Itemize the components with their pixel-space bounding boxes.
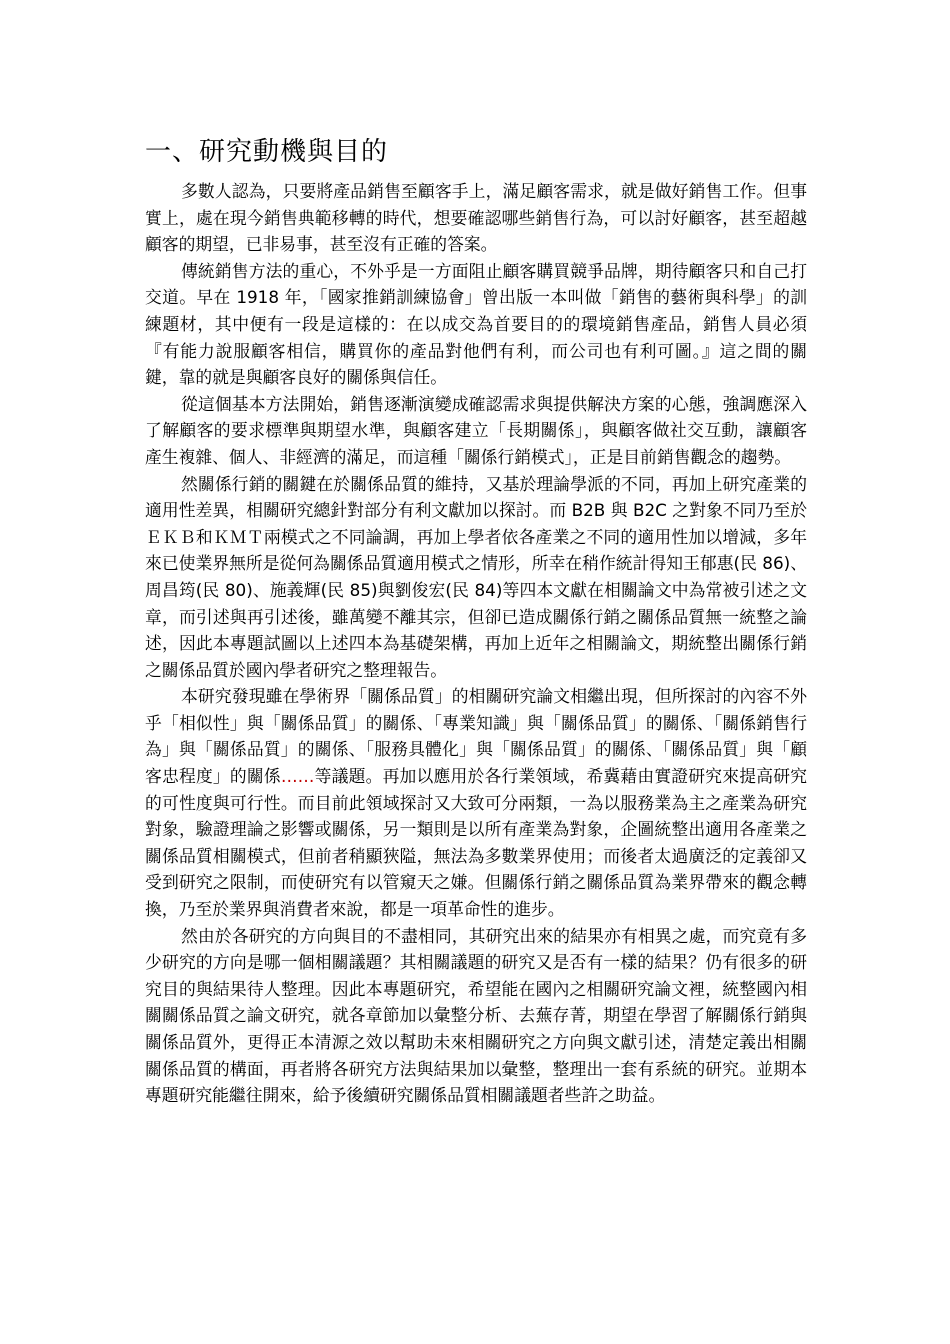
document-page <box>145 132 807 1109</box>
paragraph-5-text-before: 本研究發現雖在學術界「關係品質」的相關研究論文相繼出現，但所探討的內容不外乎「相似性」與「關係品質」的關係、「專業知識」與「關係品質」的關係、「關係銷售行為」與「關係品質」的關係、「服務具體化」與「關係品質」的關係、「關係品質」與「顧客忠程度」的關係 <box>145 686 807 787</box>
section-heading: 一、研究動機與目的 <box>145 137 389 167</box>
paragraph-6: 然由於各研究的方向與目的不盡相同，其研究出來的結果亦有相異之處，而究竟有多少研究的方向是哪一個相關議題？其相關議題的研究又是否有一樣的結果？仍有很多的研究目的與結果待人整理。因此本專題研究，希望能在國內之相關研究論文裡，統整國內相關關係品質之論文研究，就各章節加以彙整分析、去蕪存菁，期望在學習了解關係行銷與關係品質外，更得正本清源之效以幫助未來相關研究之方向與文獻引述，清楚定義出相關關係品質的構面，再者將各研究方法與結果加以彙整，整理出一套有系統的研究。並期本專題研究能繼往開來，給予後續研究關係品質相關議題者些許之助益。 <box>145 925 807 1106</box>
paragraph-2: 傳統銷售方法的重心，不外乎是一方面阻止顧客購買競爭品牌，期待顧客只和自己打交道。早在 1918 年，「國家推銷訓練協會」曾出版一本叫做「銷售的藝術與科學」的訓練題材，其中便有一段是這樣的：在以成交為首要目的的環境銷售產品，銷售人員必須『有能力說服顧客相信，購買你的產品對他們有利，而公司也有利可圖。』這之間的關鍵，靠的就是與顧客良好的關係與信任。 <box>145 260 807 388</box>
paragraph-3: 從這個基本方法開始，銷售逐漸演變成確認需求與提供解決方案的心態，強調應深入了解顧客的要求標準與期望水準，與顧客建立「長期關係」，與顧客做社交互動，讓顧客產生複雜、個人、非經濟的滿足，而這種「關係行銷模式」，正是目前銷售觀念的趨勢。 <box>145 393 807 467</box>
paragraph-4: 然關係行銷的關鍵在於關係品質的維持，又基於理論學派的不同，再加上研究產業的適用性差異，相關研究總針對部分有利文獻加以探討。而 B2B 與 B2C 之對象不同乃至於ＥＫＢ和ＫＭＴ兩模式之不同論調，再加上學者依各產業之不同的適用性加以增減，多年來已使業界無所是從何為關係品質適用模式之情形，所幸在稍作統計得知王郁惠(民 86)、周昌筠(民 80)、施義輝(民 85)與劉俊宏(民 84)等四本文獻在相關論文中為常被引述之文章，而引述與再引述後，雖萬變不離其宗，但卻已造成關係行銷之關係品質無一統整之論述，因此本專題試圖以上述四本為基礎架構，再加上近年之相關論文，期統整出關係行銷之關係品質於國內學者研究之整理報告。 <box>145 473 807 680</box>
paragraph-1: 多數人認為，只要將產品銷售至顧客手上，滿足顧客需求，就是做好銷售工作。但事實上，處在現今銷售典範移轉的時代，想要確認哪些銷售行為，可以討好顧客，甚至超越顧客的期望，已非易事，甚至沒有正確的答案。 <box>145 181 807 255</box>
paragraph-5-text-after: 等議題。再加以應用於各行業領域，希冀藉由實證研究來提高研究的可性度與可行性。而目前此領域探討又大致可分兩類，一為以服務業為主之產業為研究對象，驗證理論之影響或關係，另一類則是以所有產業為對象，企圖統整出適用各產業之關係品質相關模式，但前者稍顯狹隘，無法為多數業界使用；而後者太過廣泛的定義卻又受到研究之限制，而使研究有以管窺天之嫌。但關係行銷之關係品質為業界帶來的觀念轉換，乃至於業界與消費者來說，都是一項革命性的進步。 <box>145 766 807 920</box>
paragraph-5 <box>145 683 807 922</box>
ellipsis-dots: …… <box>280 766 315 787</box>
